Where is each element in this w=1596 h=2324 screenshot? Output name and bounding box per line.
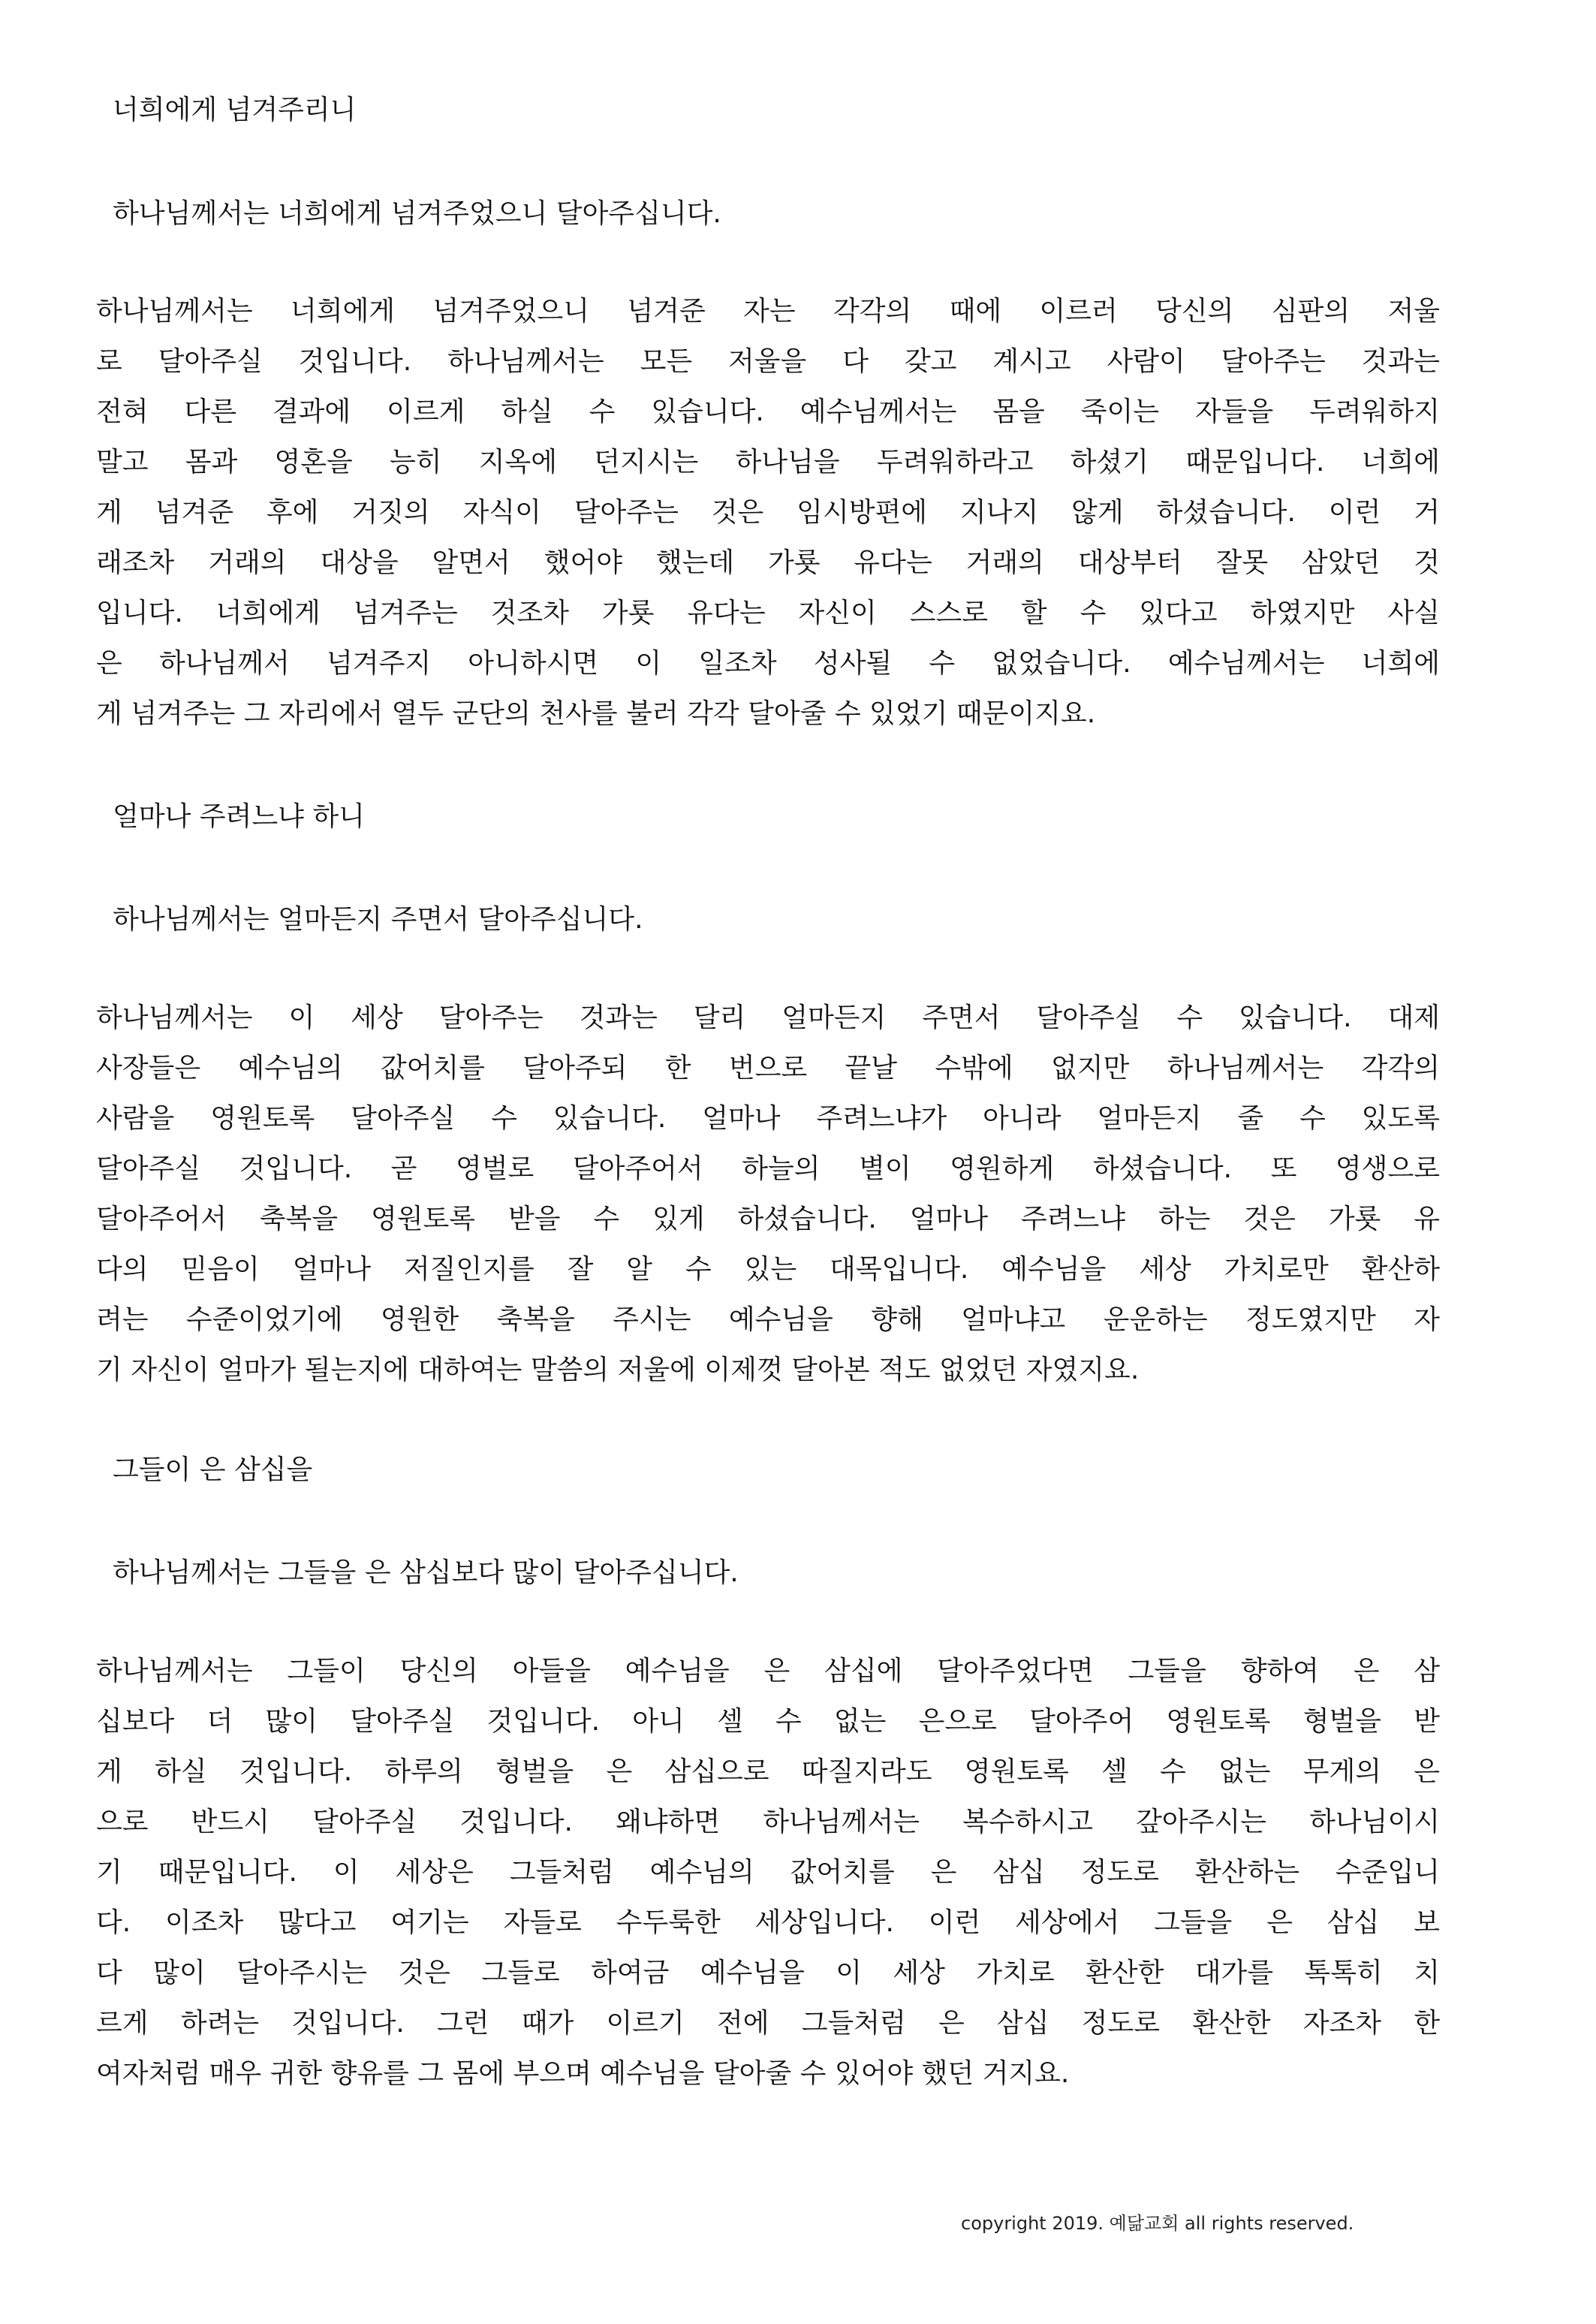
paragraph-line: 기 자신이 얼마가 될는지에 대하여는 말씀의 저울에 이제껏 달아본 적도 없었던 자였지요. [96,1355,1140,1385]
section-paragraph-3 [96,1646,1440,2099]
paragraph-line: 말고 몸과 영혼을 능히 지옥에 던지시는 하나님을 두려워하라고 하셨기 때문입니다. 너희에 [96,447,1440,478]
paragraph-line: 하나님께서는 이 세상 달아주는 것과는 달리 얼마든지 주면서 달아주실 수 있습니다. 대제 [96,1002,1440,1033]
paragraph-line: 달아주실 것입니다. 곧 영벌로 달아주어서 하늘의 별이 영원하게 하셨습니다. 또 영생으로 [96,1153,1440,1184]
paragraph-line: 게 하실 것입니다. 하루의 형벌을 은 삼십으로 따질지라도 영원토록 셀 수 없는 무게의 은 [96,1756,1440,1787]
section-heading-3: 그들이 은 삼십을 [113,1454,313,1485]
paragraph-line: 사람을 영원토록 달아주실 수 있습니다. 얼마나 주려느냐가 아니라 얼마든지 줄 수 있도록 [96,1103,1440,1134]
paragraph-line: 게 넘겨주는 그 자리에서 열두 군단의 천사를 불러 각각 달아줄 수 있었기 때문이지요. [96,698,1096,729]
paragraph-line: 게 넘겨준 후에 거짓의 자식이 달아주는 것은 임시방편에 지나지 않게 하셨습니다. 이런 거 [96,497,1440,528]
paragraph-line: 으로 반드시 달아주실 것입니다. 왜냐하면 하나님께서는 복수하시고 갚아주시는 하나님이시 [96,1807,1440,1837]
paragraph-line: 래조차 거래의 대상을 알면서 했어야 했는데 가룟 유다는 거래의 대상부터 잘못 삼았던 것 [96,547,1440,578]
paragraph-line: 사장들은 예수님의 값어치를 달아주되 한 번으로 끝날 수밖에 없지만 하나님께서는 각각의 [96,1053,1440,1084]
paragraph-line: 로 달아주실 것입니다. 하나님께서는 모든 저울을 다 갖고 계시고 사람이 달아주는 것과는 [96,346,1440,377]
section-paragraph-2 [96,993,1440,1395]
paragraph-line: 하나님께서는 너희에게 넘겨주었으니 넘겨준 자는 각각의 때에 이르러 당신의 심판의 저울 [96,296,1440,327]
paragraph-line: 십보다 더 많이 달아주실 것입니다. 아니 셀 수 없는 은으로 달아주어 영원토록 형벌을 받 [96,1706,1440,1737]
paragraph-line: 다의 믿음이 얼마나 저질인지를 잘 알 수 있는 대목입니다. 예수님을 세상 가치로만 환산하 [96,1254,1440,1285]
paragraph-line: 다. 이조차 많다고 여기는 자들로 수두룩한 세상입니다. 이런 세상에서 그들을 은 삼십 보 [96,1907,1440,1938]
paragraph-line: 전혀 다른 결과에 이르게 하실 수 있습니다. 예수님께서는 몸을 죽이는 자들을 두려워하지 [96,396,1440,427]
paragraph-line: 여자처럼 매우 귀한 향유를 그 몸에 부으며 예수님을 달아줄 수 있어야 했던 거지요. [96,2058,1070,2089]
paragraph-line: 려는 수준이었기에 영원한 축복을 주시는 예수님을 향해 얼마냐고 운운하는 정도였지만 자 [96,1304,1440,1335]
section-lead-3: 하나님께서는 그들을 은 삼십보다 많이 달아주십니다. [113,1557,739,1588]
copyright-footer: copyright 2019. 예닮교회 all rights reserved. [961,2213,1354,2234]
paragraph-line: 기 때문입니다. 이 세상은 그들처럼 예수님의 값어치를 은 삼십 정도로 환산하는 수준입니 [96,1857,1440,1888]
section-lead-1: 하나님께서는 너희에게 넘겨주었으니 달아주십니다. [113,198,721,229]
paragraph-line: 입니다. 너희에게 넘겨주는 것조차 가룟 유다는 자신이 스스로 할 수 있다고 하였지만 사실 [96,598,1440,628]
paragraph-line: 달아주어서 축복을 영원토록 받을 수 있게 하셨습니다. 얼마나 주려느냐 하는 것은 가룟 유 [96,1204,1440,1234]
section-heading-2: 얼마나 주려느냐 하니 [113,801,365,832]
section-heading-1: 너희에게 넘겨주리니 [113,95,357,125]
paragraph-line: 은 하나님께서 넘겨주지 아니하시면 이 일조차 성사될 수 없었습니다. 예수님께서는 너희에 [96,648,1440,679]
paragraph-line: 하나님께서는 그들이 당신의 아들을 예수님을 은 삼십에 달아주었다면 그들을 향하여 은 삼 [96,1656,1440,1686]
section-lead-2: 하나님께서는 얼마든지 주면서 달아주십니다. [113,904,643,935]
paragraph-line: 르게 하려는 것입니다. 그런 때가 이르기 전에 그들처럼 은 삼십 정도로 환산한 자조차 한 [96,2008,1440,2039]
paragraph-line: 다 많이 달아주시는 것은 그들로 하여금 예수님을 이 세상 가치로 환산한 대가를 톡톡히 치 [96,1958,1440,1988]
section-paragraph-1 [96,286,1440,739]
